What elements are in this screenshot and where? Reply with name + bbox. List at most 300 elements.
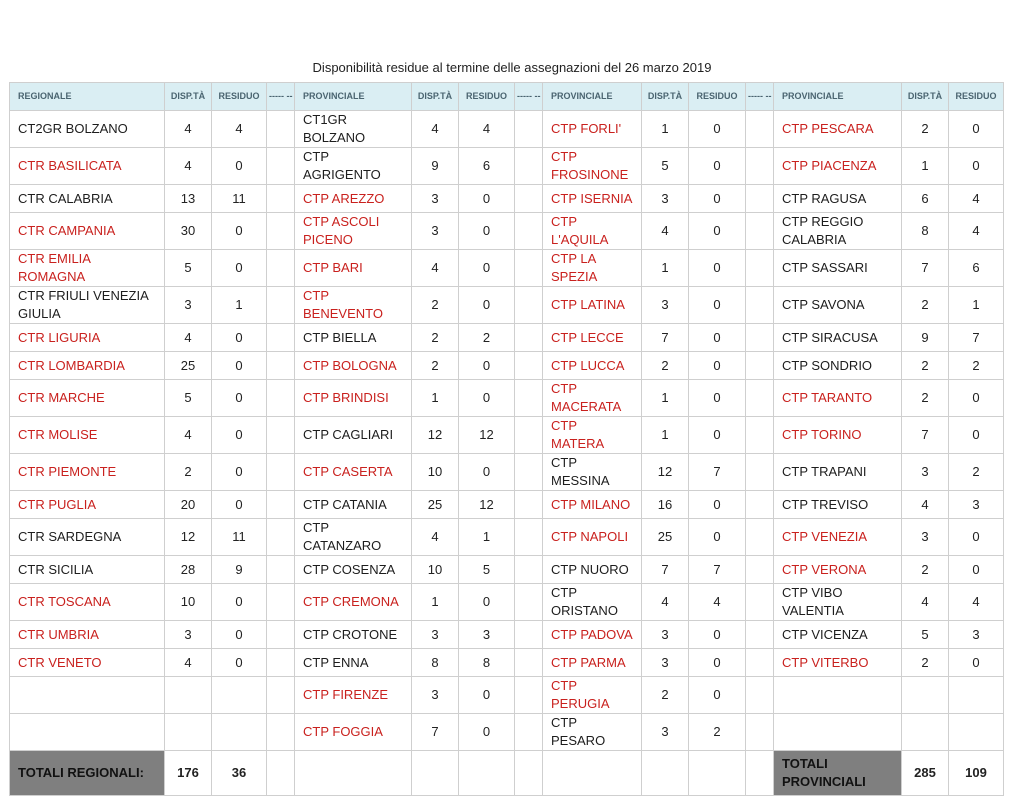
- office-name: CTR LIGURIA: [10, 324, 165, 352]
- residuo-value: 0: [459, 454, 515, 491]
- empty-cell: [165, 714, 212, 751]
- disp-value: 4: [412, 519, 459, 556]
- totals-regional-residuo: 36: [212, 751, 267, 796]
- residuo-value: 12: [459, 417, 515, 454]
- office-name: CTP TORINO: [774, 417, 902, 454]
- office-name: CTR LOMBARDIA: [10, 352, 165, 380]
- separator-cell: [746, 417, 774, 454]
- separator-cell: [746, 111, 774, 148]
- disp-value: 16: [642, 491, 689, 519]
- disp-value: 25: [165, 352, 212, 380]
- empty-cell: [949, 677, 1004, 714]
- table-row: [10, 417, 1004, 454]
- office-name: CTP VITERBO: [774, 649, 902, 677]
- office-name: CTP SASSARI: [774, 250, 902, 287]
- disp-value: 8: [902, 213, 949, 250]
- office-name: CTP PESARO: [543, 714, 642, 751]
- disp-value: 3: [412, 677, 459, 714]
- separator-cell: [515, 519, 543, 556]
- disp-value: 12: [642, 454, 689, 491]
- separator-cell: [515, 287, 543, 324]
- separator-cell: [746, 352, 774, 380]
- disp-value: 7: [642, 324, 689, 352]
- residuo-value: 1: [949, 287, 1004, 324]
- office-name: CTR SARDEGNA: [10, 519, 165, 556]
- office-name: CTP BRINDISI: [295, 380, 412, 417]
- disp-value: 3: [165, 287, 212, 324]
- office-name: CTP CAGLIARI: [295, 417, 412, 454]
- residuo-value: 12: [459, 491, 515, 519]
- separator-cell: [746, 584, 774, 621]
- residuo-value: 0: [212, 417, 267, 454]
- separator-cell: [515, 556, 543, 584]
- residuo-value: 2: [949, 454, 1004, 491]
- office-name: CTP NUORO: [543, 556, 642, 584]
- residuo-value: 0: [459, 213, 515, 250]
- office-name: CTP REGGIO CALABRIA: [774, 213, 902, 250]
- disp-value: 4: [642, 584, 689, 621]
- disp-value: 13: [165, 185, 212, 213]
- office-name: CTP LECCE: [543, 324, 642, 352]
- residuo-value: 0: [949, 148, 1004, 185]
- disp-value: 3: [165, 621, 212, 649]
- office-name: CTP FROSINONE: [543, 148, 642, 185]
- residuo-value: 11: [212, 185, 267, 213]
- separator-cell: [746, 380, 774, 417]
- table-row: [10, 380, 1004, 417]
- separator-cell: [267, 714, 295, 751]
- separator-cell: [267, 352, 295, 380]
- separator-cell: [267, 148, 295, 185]
- residuo-value: 0: [459, 250, 515, 287]
- separator-cell: [746, 287, 774, 324]
- residuo-value: 0: [212, 491, 267, 519]
- office-name: CTP AGRIGENTO: [295, 148, 412, 185]
- disp-value: 3: [412, 621, 459, 649]
- residuo-value: 3: [949, 621, 1004, 649]
- disp-value: 1: [902, 148, 949, 185]
- separator-cell: [267, 556, 295, 584]
- table-row: [10, 213, 1004, 250]
- residuo-value: 5: [459, 556, 515, 584]
- residuo-value: 0: [212, 380, 267, 417]
- empty-cell: [212, 677, 267, 714]
- availability-table: [9, 82, 1004, 796]
- empty-cell: [642, 751, 689, 796]
- empty-cell: [746, 751, 774, 796]
- table-row: [10, 556, 1004, 584]
- office-name: CTP SIRACUSA: [774, 324, 902, 352]
- totals-provincial-label: TOTALI PROVINCIALI: [774, 751, 902, 796]
- residuo-value: 0: [689, 519, 746, 556]
- header-residuo: RESIDUO: [459, 83, 515, 111]
- office-name: CTP ASCOLI PICENO: [295, 213, 412, 250]
- disp-value: 7: [412, 714, 459, 751]
- disp-value: 2: [412, 324, 459, 352]
- office-name: CTR FRIULI VENEZIA GIULIA: [10, 287, 165, 324]
- header-disp: DISP.TÀ: [642, 83, 689, 111]
- separator-cell: [515, 677, 543, 714]
- separator-cell: [746, 677, 774, 714]
- separator-cell: [267, 287, 295, 324]
- residuo-value: 0: [689, 621, 746, 649]
- residuo-value: 0: [459, 380, 515, 417]
- separator-cell: [515, 714, 543, 751]
- separator-cell: [267, 324, 295, 352]
- residuo-value: 0: [689, 417, 746, 454]
- separator-cell: [267, 677, 295, 714]
- disp-value: 2: [902, 111, 949, 148]
- header-residuo: RESIDUO: [212, 83, 267, 111]
- residuo-value: 0: [689, 250, 746, 287]
- disp-value: 5: [165, 380, 212, 417]
- office-name: CTP TREVISO: [774, 491, 902, 519]
- disp-value: 5: [165, 250, 212, 287]
- separator-cell: [515, 584, 543, 621]
- separator-cell: [746, 250, 774, 287]
- disp-value: 10: [412, 454, 459, 491]
- table-row: [10, 649, 1004, 677]
- separator-cell: [267, 213, 295, 250]
- office-name: CTR PIEMONTE: [10, 454, 165, 491]
- residuo-value: 1: [212, 287, 267, 324]
- residuo-value: 0: [689, 324, 746, 352]
- office-name: CTP ISERNIA: [543, 185, 642, 213]
- office-name: CT1GR BOLZANO: [295, 111, 412, 148]
- totals-provincial-disp: 285: [902, 751, 949, 796]
- office-name: CTP CASERTA: [295, 454, 412, 491]
- office-name: CTP NAPOLI: [543, 519, 642, 556]
- disp-value: 2: [902, 352, 949, 380]
- header-provinciale: PROVINCIALE: [774, 83, 902, 111]
- residuo-value: 0: [212, 621, 267, 649]
- table-row: [10, 714, 1004, 751]
- office-name: CTP PARMA: [543, 649, 642, 677]
- separator-cell: [515, 352, 543, 380]
- disp-value: 9: [902, 324, 949, 352]
- residuo-value: 0: [459, 584, 515, 621]
- empty-cell: [689, 751, 746, 796]
- residuo-value: 4: [212, 111, 267, 148]
- disp-value: 1: [642, 417, 689, 454]
- residuo-value: 9: [212, 556, 267, 584]
- office-name: CTP TRAPANI: [774, 454, 902, 491]
- empty-cell: [10, 714, 165, 751]
- disp-value: 12: [412, 417, 459, 454]
- table-body: [10, 111, 1004, 751]
- separator-cell: [515, 491, 543, 519]
- office-name: CTP PIACENZA: [774, 148, 902, 185]
- header-disp: DISP.TÀ: [412, 83, 459, 111]
- residuo-value: 0: [949, 519, 1004, 556]
- office-name: CTP PERUGIA: [543, 677, 642, 714]
- residuo-value: 0: [459, 185, 515, 213]
- disp-value: 7: [902, 250, 949, 287]
- residuo-value: 0: [949, 417, 1004, 454]
- totals-row: [10, 751, 1004, 796]
- residuo-value: 0: [459, 677, 515, 714]
- disp-value: 5: [902, 621, 949, 649]
- separator-cell: [746, 185, 774, 213]
- empty-cell: [902, 714, 949, 751]
- disp-value: 3: [902, 454, 949, 491]
- separator-cell: [267, 584, 295, 621]
- separator-cell: [267, 111, 295, 148]
- office-name: CTP VIBO VALENTIA: [774, 584, 902, 621]
- disp-value: 2: [642, 677, 689, 714]
- table-row: [10, 250, 1004, 287]
- office-name: CTR BASILICATA: [10, 148, 165, 185]
- residuo-value: 0: [689, 649, 746, 677]
- totals-regional-label: TOTALI REGIONALI:: [10, 751, 165, 796]
- disp-value: 4: [165, 324, 212, 352]
- disp-value: 1: [642, 250, 689, 287]
- disp-value: 3: [412, 185, 459, 213]
- header-residuo: RESIDUO: [949, 83, 1004, 111]
- disp-value: 10: [165, 584, 212, 621]
- residuo-value: 3: [949, 491, 1004, 519]
- table-row: [10, 584, 1004, 621]
- residuo-value: 0: [949, 380, 1004, 417]
- empty-cell: [459, 751, 515, 796]
- office-name: CTP MACERATA: [543, 380, 642, 417]
- disp-value: 2: [902, 649, 949, 677]
- residuo-value: 0: [689, 287, 746, 324]
- disp-value: 10: [412, 556, 459, 584]
- table-row: [10, 111, 1004, 148]
- office-name: CTP CREMONA: [295, 584, 412, 621]
- residuo-value: 0: [212, 250, 267, 287]
- empty-cell: [10, 677, 165, 714]
- separator-cell: [515, 148, 543, 185]
- office-name: CTR VENETO: [10, 649, 165, 677]
- separator-cell: [267, 519, 295, 556]
- office-name: CTR SICILIA: [10, 556, 165, 584]
- disp-value: 7: [642, 556, 689, 584]
- empty-cell: [543, 751, 642, 796]
- disp-value: 25: [642, 519, 689, 556]
- residuo-value: 4: [949, 213, 1004, 250]
- table-row: [10, 677, 1004, 714]
- separator-cell: [515, 250, 543, 287]
- disp-value: 6: [902, 185, 949, 213]
- residuo-value: 7: [949, 324, 1004, 352]
- separator-cell: [267, 185, 295, 213]
- residuo-value: 2: [459, 324, 515, 352]
- residuo-value: 0: [689, 380, 746, 417]
- table-row: [10, 185, 1004, 213]
- header-disp: DISP.TÀ: [165, 83, 212, 111]
- office-name: CTP VICENZA: [774, 621, 902, 649]
- office-name: CTR MARCHE: [10, 380, 165, 417]
- residuo-value: 2: [689, 714, 746, 751]
- residuo-value: 7: [689, 556, 746, 584]
- residuo-value: 0: [689, 148, 746, 185]
- separator-cell: [746, 148, 774, 185]
- office-name: CTP PESCARA: [774, 111, 902, 148]
- separator-cell: [746, 491, 774, 519]
- table-row: [10, 519, 1004, 556]
- residuo-value: 0: [459, 287, 515, 324]
- disp-value: 3: [642, 621, 689, 649]
- residuo-value: 0: [689, 185, 746, 213]
- office-name: CTP ORISTANO: [543, 584, 642, 621]
- separator-cell: [515, 185, 543, 213]
- separator-cell: [515, 417, 543, 454]
- disp-value: 2: [165, 454, 212, 491]
- disp-value: 4: [412, 250, 459, 287]
- residuo-value: 3: [459, 621, 515, 649]
- separator-cell: [515, 454, 543, 491]
- residuo-value: 0: [459, 714, 515, 751]
- residuo-value: 4: [949, 584, 1004, 621]
- disp-value: 1: [412, 584, 459, 621]
- office-name: CTR TOSCANA: [10, 584, 165, 621]
- disp-value: 8: [412, 649, 459, 677]
- office-name: CTP RAGUSA: [774, 185, 902, 213]
- table-row: [10, 148, 1004, 185]
- residuo-value: 0: [949, 556, 1004, 584]
- table-row: [10, 287, 1004, 324]
- office-name: CTP MILANO: [543, 491, 642, 519]
- disp-value: 5: [642, 148, 689, 185]
- table-row: [10, 352, 1004, 380]
- separator-cell: [267, 417, 295, 454]
- disp-value: 30: [165, 213, 212, 250]
- disp-value: 2: [902, 287, 949, 324]
- header-provinciale: PROVINCIALE: [543, 83, 642, 111]
- disp-value: 2: [902, 556, 949, 584]
- disp-value: 2: [412, 352, 459, 380]
- office-name: CTP MESSINA: [543, 454, 642, 491]
- residuo-value: 6: [459, 148, 515, 185]
- table-row: [10, 491, 1004, 519]
- separator-cell: [267, 250, 295, 287]
- header-provinciale: PROVINCIALE: [295, 83, 412, 111]
- disp-value: 3: [412, 213, 459, 250]
- residuo-value: 4: [689, 584, 746, 621]
- table-row: [10, 621, 1004, 649]
- separator-cell: [746, 324, 774, 352]
- empty-cell: [902, 677, 949, 714]
- separator-cell: [746, 621, 774, 649]
- residuo-value: 0: [212, 454, 267, 491]
- totals-provincial-residuo: 109: [949, 751, 1004, 796]
- office-name: CTP FOGGIA: [295, 714, 412, 751]
- office-name: CTP MATERA: [543, 417, 642, 454]
- disp-value: 12: [165, 519, 212, 556]
- table-row: [10, 454, 1004, 491]
- separator-cell: [515, 324, 543, 352]
- separator-cell: [515, 380, 543, 417]
- residuo-value: 8: [459, 649, 515, 677]
- office-name: CTP FIRENZE: [295, 677, 412, 714]
- separator-cell: [267, 454, 295, 491]
- disp-value: 3: [642, 649, 689, 677]
- separator-cell: [746, 454, 774, 491]
- header-separator: ----- --: [267, 83, 295, 111]
- office-name: CTR EMILIA ROMAGNA: [10, 250, 165, 287]
- disp-value: 1: [412, 380, 459, 417]
- office-name: CTP CATANIA: [295, 491, 412, 519]
- office-name: CTP SAVONA: [774, 287, 902, 324]
- office-name: CTP LUCCA: [543, 352, 642, 380]
- disp-value: 3: [642, 185, 689, 213]
- residuo-value: 6: [949, 250, 1004, 287]
- office-name: CTR MOLISE: [10, 417, 165, 454]
- office-name: CT2GR BOLZANO: [10, 111, 165, 148]
- disp-value: 3: [642, 714, 689, 751]
- disp-value: 2: [412, 287, 459, 324]
- residuo-value: 11: [212, 519, 267, 556]
- separator-cell: [267, 649, 295, 677]
- office-name: CTR CAMPANIA: [10, 213, 165, 250]
- residuo-value: 0: [212, 584, 267, 621]
- separator-cell: [746, 556, 774, 584]
- disp-value: 4: [412, 111, 459, 148]
- disp-value: 4: [902, 584, 949, 621]
- disp-value: 4: [902, 491, 949, 519]
- office-name: CTP LATINA: [543, 287, 642, 324]
- empty-cell: [949, 714, 1004, 751]
- totals-regional-disp: 176: [165, 751, 212, 796]
- residuo-value: 0: [689, 677, 746, 714]
- disp-value: 4: [165, 111, 212, 148]
- disp-value: 7: [902, 417, 949, 454]
- separator-cell: [746, 714, 774, 751]
- empty-cell: [774, 714, 902, 751]
- residuo-value: 0: [212, 649, 267, 677]
- disp-value: 9: [412, 148, 459, 185]
- office-name: CTP VENEZIA: [774, 519, 902, 556]
- header-disp: DISP.TÀ: [902, 83, 949, 111]
- header-separator: ----- --: [515, 83, 543, 111]
- residuo-value: 0: [689, 111, 746, 148]
- residuo-value: 2: [949, 352, 1004, 380]
- separator-cell: [746, 213, 774, 250]
- disp-value: 2: [642, 352, 689, 380]
- office-name: CTP VERONA: [774, 556, 902, 584]
- disp-value: 25: [412, 491, 459, 519]
- separator-cell: [515, 621, 543, 649]
- office-name: CTR PUGLIA: [10, 491, 165, 519]
- separator-cell: [267, 621, 295, 649]
- disp-value: 3: [902, 519, 949, 556]
- separator-cell: [515, 111, 543, 148]
- office-name: CTP SONDRIO: [774, 352, 902, 380]
- empty-cell: [412, 751, 459, 796]
- residuo-value: 0: [689, 213, 746, 250]
- office-name: CTP BENEVENTO: [295, 287, 412, 324]
- residuo-value: 4: [459, 111, 515, 148]
- office-name: CTP BARI: [295, 250, 412, 287]
- separator-cell: [515, 649, 543, 677]
- office-name: CTP FORLI': [543, 111, 642, 148]
- empty-cell: [267, 751, 295, 796]
- residuo-value: 0: [689, 491, 746, 519]
- document-title: Disponibilità residue al termine delle assegnazioni del 26 marzo 2019: [312, 60, 712, 75]
- disp-value: 1: [642, 111, 689, 148]
- disp-value: 4: [165, 148, 212, 185]
- office-name: CTR UMBRIA: [10, 621, 165, 649]
- office-name: CTP PADOVA: [543, 621, 642, 649]
- office-name: CTP L'AQUILA: [543, 213, 642, 250]
- office-name: CTP AREZZO: [295, 185, 412, 213]
- disp-value: 4: [642, 213, 689, 250]
- residuo-value: 4: [949, 185, 1004, 213]
- empty-cell: [212, 714, 267, 751]
- separator-cell: [746, 649, 774, 677]
